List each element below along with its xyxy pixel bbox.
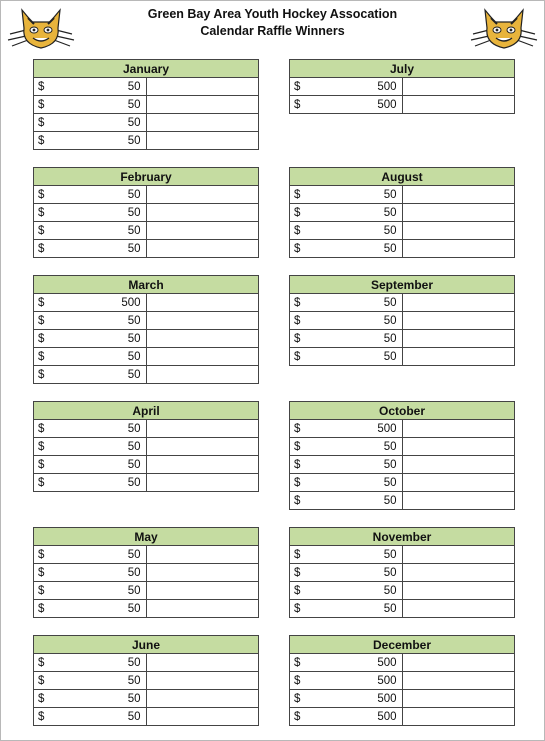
prize-amount: 50 xyxy=(127,692,141,705)
winner-name-cell xyxy=(146,438,259,456)
month-table xyxy=(33,401,259,492)
prize-amount: 50 xyxy=(127,116,141,129)
winner-row xyxy=(34,186,259,204)
prize-amount-cell xyxy=(290,96,403,114)
winner-name-cell xyxy=(146,330,259,348)
currency-symbol: $ xyxy=(294,224,301,237)
prize-amount-cell xyxy=(34,672,147,690)
prize-amount-cell xyxy=(34,564,147,582)
month-table xyxy=(33,635,259,726)
winner-row xyxy=(290,456,515,474)
prize-amount-cell xyxy=(290,582,403,600)
prize-amount: 50 xyxy=(127,242,141,255)
document-header xyxy=(0,6,545,40)
prize-amount: 50 xyxy=(383,224,397,237)
currency-symbol: $ xyxy=(38,476,45,489)
prize-amount-cell xyxy=(34,654,147,672)
currency-symbol: $ xyxy=(38,350,45,363)
winner-name-cell xyxy=(402,546,515,564)
prize-amount-cell xyxy=(290,420,403,438)
winner-name-cell xyxy=(146,294,259,312)
prize-amount-cell xyxy=(290,672,403,690)
month-title: November xyxy=(290,528,515,546)
prize-amount: 50 xyxy=(127,368,141,381)
winner-name-cell xyxy=(402,96,515,114)
month-table xyxy=(33,167,259,258)
prize-amount: 50 xyxy=(383,458,397,471)
prize-amount: 50 xyxy=(127,350,141,363)
prize-amount: 50 xyxy=(383,332,397,345)
month-table xyxy=(289,401,515,510)
winner-row xyxy=(34,546,259,564)
currency-symbol: $ xyxy=(38,98,45,111)
winner-name-cell xyxy=(146,240,259,258)
prize-amount-cell xyxy=(290,708,403,726)
winner-row xyxy=(290,240,515,258)
prize-amount: 50 xyxy=(127,656,141,669)
winner-name-cell xyxy=(146,582,259,600)
currency-symbol: $ xyxy=(294,476,301,489)
winner-row xyxy=(290,204,515,222)
currency-symbol: $ xyxy=(38,656,45,669)
winner-row xyxy=(290,348,515,366)
prize-amount: 50 xyxy=(127,98,141,111)
winner-name-cell xyxy=(146,348,259,366)
prize-amount-cell xyxy=(290,330,403,348)
winner-row xyxy=(34,96,259,114)
winner-name-cell xyxy=(402,438,515,456)
winner-name-cell xyxy=(146,600,259,618)
winner-row xyxy=(34,78,259,96)
prize-amount-cell xyxy=(34,78,147,96)
winner-row xyxy=(290,690,515,708)
winner-name-cell xyxy=(402,708,515,726)
winner-name-cell xyxy=(146,456,259,474)
currency-symbol: $ xyxy=(294,692,301,705)
winner-row xyxy=(290,654,515,672)
prize-amount: 50 xyxy=(383,602,397,615)
winner-name-cell xyxy=(146,114,259,132)
winner-name-cell xyxy=(146,96,259,114)
prize-amount-cell xyxy=(34,330,147,348)
winner-name-cell xyxy=(146,708,259,726)
prize-amount-cell xyxy=(34,240,147,258)
currency-symbol: $ xyxy=(38,224,45,237)
currency-symbol: $ xyxy=(38,674,45,687)
month-table xyxy=(289,167,515,258)
prize-amount: 50 xyxy=(383,314,397,327)
winner-row xyxy=(290,672,515,690)
winner-row xyxy=(34,582,259,600)
currency-symbol: $ xyxy=(294,674,301,687)
currency-symbol: $ xyxy=(38,134,45,147)
winner-row xyxy=(34,600,259,618)
currency-symbol: $ xyxy=(294,314,301,327)
prize-amount-cell xyxy=(290,348,403,366)
prize-amount: 50 xyxy=(383,476,397,489)
prize-amount: 50 xyxy=(127,674,141,687)
winner-name-cell xyxy=(146,672,259,690)
currency-symbol: $ xyxy=(294,710,301,723)
prize-amount-cell xyxy=(290,456,403,474)
prize-amount-cell xyxy=(290,222,403,240)
month-table xyxy=(289,527,515,618)
currency-symbol: $ xyxy=(294,296,301,309)
prize-amount: 500 xyxy=(377,80,397,93)
month-title: July xyxy=(290,60,515,78)
prize-amount-cell xyxy=(34,582,147,600)
prize-amount: 50 xyxy=(127,476,141,489)
winner-name-cell xyxy=(402,654,515,672)
currency-symbol: $ xyxy=(38,242,45,255)
winner-row xyxy=(290,708,515,726)
winner-row xyxy=(34,564,259,582)
winner-name-cell xyxy=(402,240,515,258)
winner-name-cell xyxy=(146,564,259,582)
winner-name-cell xyxy=(146,420,259,438)
winner-name-cell xyxy=(146,204,259,222)
prize-amount: 50 xyxy=(383,440,397,453)
winner-row xyxy=(34,240,259,258)
currency-symbol: $ xyxy=(294,566,301,579)
winner-row xyxy=(290,492,515,510)
month-title: January xyxy=(34,60,259,78)
prize-amount-cell xyxy=(290,564,403,582)
winner-name-cell xyxy=(402,474,515,492)
winner-row xyxy=(34,348,259,366)
prize-amount-cell xyxy=(34,186,147,204)
prize-amount-cell xyxy=(290,294,403,312)
prize-amount: 50 xyxy=(127,224,141,237)
winner-name-cell xyxy=(402,456,515,474)
winner-name-cell xyxy=(402,222,515,240)
prize-amount: 50 xyxy=(383,350,397,363)
prize-amount-cell xyxy=(34,114,147,132)
winner-name-cell xyxy=(402,672,515,690)
winner-name-cell xyxy=(402,690,515,708)
winner-row xyxy=(34,654,259,672)
prize-amount-cell xyxy=(34,96,147,114)
winner-name-cell xyxy=(146,654,259,672)
currency-symbol: $ xyxy=(294,242,301,255)
prize-amount: 50 xyxy=(127,206,141,219)
month-title: February xyxy=(34,168,259,186)
winner-name-cell xyxy=(402,294,515,312)
currency-symbol: $ xyxy=(38,566,45,579)
winner-row xyxy=(34,708,259,726)
prize-amount-cell xyxy=(34,600,147,618)
currency-symbol: $ xyxy=(294,422,301,435)
prize-amount-cell xyxy=(34,294,147,312)
currency-symbol: $ xyxy=(294,584,301,597)
prize-amount: 50 xyxy=(383,242,397,255)
prize-amount-cell xyxy=(34,438,147,456)
month-table xyxy=(289,635,515,726)
prize-amount-cell xyxy=(290,474,403,492)
prize-amount-cell xyxy=(34,546,147,564)
prize-amount-cell xyxy=(290,78,403,96)
month-title: June xyxy=(34,636,259,654)
prize-amount-cell xyxy=(290,492,403,510)
currency-symbol: $ xyxy=(38,692,45,705)
prize-amount: 50 xyxy=(127,602,141,615)
month-table xyxy=(33,59,259,150)
currency-symbol: $ xyxy=(38,440,45,453)
winner-name-cell xyxy=(402,420,515,438)
prize-amount: 50 xyxy=(127,710,141,723)
currency-symbol: $ xyxy=(38,80,45,93)
prize-amount-cell xyxy=(34,708,147,726)
month-table xyxy=(289,59,515,114)
prize-amount-cell xyxy=(34,420,147,438)
prize-amount: 50 xyxy=(127,440,141,453)
winner-row xyxy=(290,546,515,564)
currency-symbol: $ xyxy=(294,440,301,453)
prize-amount-cell xyxy=(34,366,147,384)
month-title: October xyxy=(290,402,515,420)
prize-amount-cell xyxy=(290,204,403,222)
prize-amount: 50 xyxy=(383,584,397,597)
month-title: September xyxy=(290,276,515,294)
winner-row xyxy=(34,672,259,690)
prize-amount: 50 xyxy=(383,206,397,219)
month-table xyxy=(289,275,515,366)
winner-row xyxy=(34,456,259,474)
prize-amount: 50 xyxy=(127,548,141,561)
currency-symbol: $ xyxy=(294,494,301,507)
prize-amount: 50 xyxy=(383,188,397,201)
winner-row xyxy=(34,294,259,312)
month-title: May xyxy=(34,528,259,546)
winner-row xyxy=(34,474,259,492)
currency-symbol: $ xyxy=(38,206,45,219)
prize-amount: 50 xyxy=(383,494,397,507)
prize-amount-cell xyxy=(34,222,147,240)
prize-amount-cell xyxy=(34,204,147,222)
currency-symbol: $ xyxy=(294,350,301,363)
winner-row xyxy=(290,186,515,204)
currency-symbol: $ xyxy=(38,368,45,381)
currency-symbol: $ xyxy=(294,188,301,201)
currency-symbol: $ xyxy=(38,584,45,597)
month-title: March xyxy=(34,276,259,294)
winner-name-cell xyxy=(402,600,515,618)
currency-symbol: $ xyxy=(294,458,301,471)
currency-symbol: $ xyxy=(38,602,45,615)
currency-symbol: $ xyxy=(38,548,45,561)
currency-symbol: $ xyxy=(294,98,301,111)
winner-row xyxy=(34,222,259,240)
prize-amount: 50 xyxy=(127,188,141,201)
currency-symbol: $ xyxy=(38,458,45,471)
winner-name-cell xyxy=(402,78,515,96)
prize-amount: 50 xyxy=(383,566,397,579)
currency-symbol: $ xyxy=(294,548,301,561)
prize-amount-cell xyxy=(290,600,403,618)
winner-name-cell xyxy=(402,564,515,582)
winner-name-cell xyxy=(402,330,515,348)
prize-amount-cell xyxy=(34,456,147,474)
currency-symbol: $ xyxy=(38,422,45,435)
currency-symbol: $ xyxy=(294,656,301,669)
winner-row xyxy=(34,438,259,456)
prize-amount: 50 xyxy=(127,584,141,597)
winner-name-cell xyxy=(146,312,259,330)
prize-amount-cell xyxy=(34,690,147,708)
winner-name-cell xyxy=(146,78,259,96)
month-table xyxy=(33,275,259,384)
prize-amount: 50 xyxy=(127,566,141,579)
prize-amount: 500 xyxy=(377,98,397,111)
prize-amount: 500 xyxy=(377,422,397,435)
winner-name-cell xyxy=(402,204,515,222)
prize-amount-cell xyxy=(290,240,403,258)
prize-amount-cell xyxy=(290,654,403,672)
winner-name-cell xyxy=(146,132,259,150)
winner-name-cell xyxy=(146,474,259,492)
winner-name-cell xyxy=(146,222,259,240)
month-title: April xyxy=(34,402,259,420)
winner-name-cell xyxy=(146,690,259,708)
winner-row xyxy=(290,600,515,618)
prize-amount: 50 xyxy=(127,314,141,327)
winner-row xyxy=(290,312,515,330)
month-table xyxy=(33,527,259,618)
currency-symbol: $ xyxy=(38,188,45,201)
currency-symbol: $ xyxy=(38,116,45,129)
winner-row xyxy=(34,204,259,222)
winner-row xyxy=(290,96,515,114)
prize-amount: 50 xyxy=(383,296,397,309)
winner-row xyxy=(34,114,259,132)
winner-row xyxy=(290,438,515,456)
prize-amount: 500 xyxy=(377,656,397,669)
header-title: Green Bay Area Youth Hockey Assocation xyxy=(147,7,398,21)
prize-amount-cell xyxy=(290,312,403,330)
prize-amount-cell xyxy=(290,186,403,204)
winner-row xyxy=(34,690,259,708)
currency-symbol: $ xyxy=(38,332,45,345)
header-subtitle: Calendar Raffle Winners xyxy=(200,24,345,38)
winner-name-cell xyxy=(402,348,515,366)
prize-amount-cell xyxy=(290,438,403,456)
prize-amount-cell xyxy=(290,546,403,564)
month-title: December xyxy=(290,636,515,654)
currency-symbol: $ xyxy=(294,602,301,615)
prize-amount: 50 xyxy=(127,422,141,435)
winner-row xyxy=(34,132,259,150)
currency-symbol: $ xyxy=(294,206,301,219)
winner-name-cell xyxy=(146,546,259,564)
prize-amount: 50 xyxy=(127,332,141,345)
currency-symbol: $ xyxy=(38,296,45,309)
winner-row xyxy=(290,222,515,240)
winner-row xyxy=(34,366,259,384)
winner-name-cell xyxy=(402,582,515,600)
winner-row xyxy=(290,78,515,96)
prize-amount: 500 xyxy=(377,710,397,723)
winner-name-cell xyxy=(402,186,515,204)
prize-amount-cell xyxy=(290,690,403,708)
prize-amount: 50 xyxy=(127,458,141,471)
winner-row xyxy=(290,294,515,312)
winner-row xyxy=(34,420,259,438)
currency-symbol: $ xyxy=(294,80,301,93)
prize-amount: 500 xyxy=(377,692,397,705)
winner-name-cell xyxy=(146,186,259,204)
winner-name-cell xyxy=(146,366,259,384)
winner-row xyxy=(290,420,515,438)
prize-amount-cell xyxy=(34,348,147,366)
winner-row xyxy=(34,330,259,348)
prize-amount: 50 xyxy=(127,80,141,93)
prize-amount: 500 xyxy=(121,296,141,309)
prize-amount-cell xyxy=(34,312,147,330)
prize-amount: 50 xyxy=(127,134,141,147)
prize-amount-cell xyxy=(34,474,147,492)
prize-amount-cell xyxy=(34,132,147,150)
winner-name-cell xyxy=(402,492,515,510)
prize-amount: 500 xyxy=(377,674,397,687)
month-title: August xyxy=(290,168,515,186)
winner-row xyxy=(290,330,515,348)
winner-row xyxy=(34,312,259,330)
winner-row xyxy=(290,564,515,582)
winner-name-cell xyxy=(402,312,515,330)
currency-symbol: $ xyxy=(38,314,45,327)
currency-symbol: $ xyxy=(38,710,45,723)
prize-amount: 50 xyxy=(383,548,397,561)
winner-row xyxy=(290,474,515,492)
currency-symbol: $ xyxy=(294,332,301,345)
winner-row xyxy=(290,582,515,600)
